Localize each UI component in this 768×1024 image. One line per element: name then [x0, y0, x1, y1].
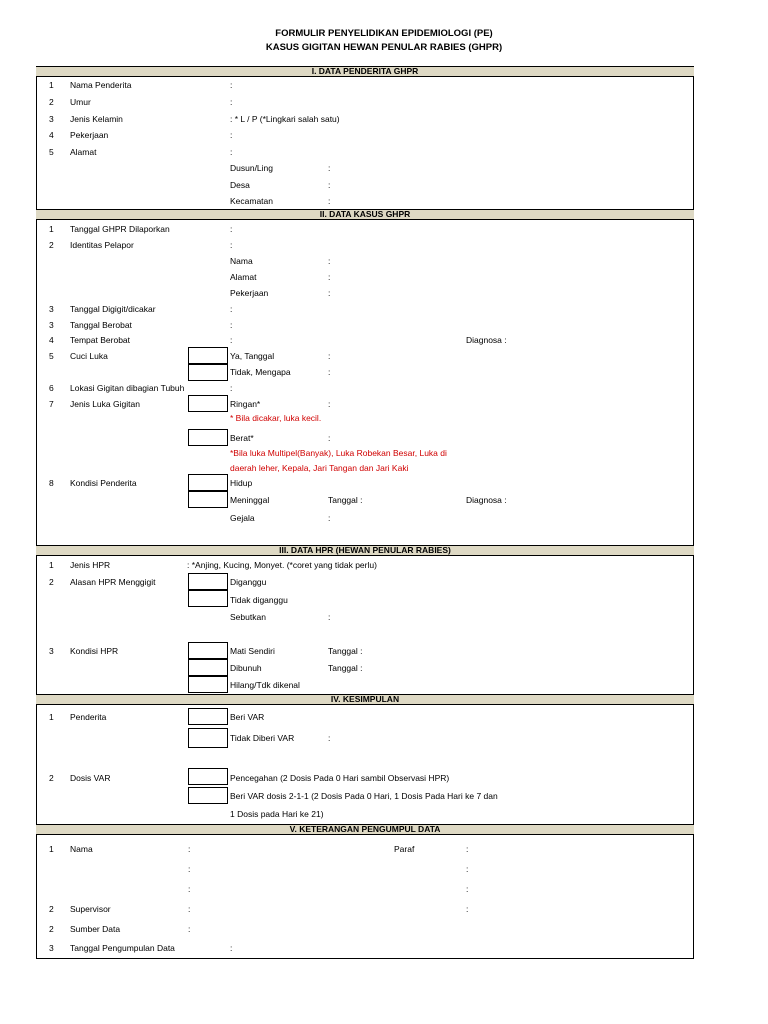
label-kondisi-penderita: Kondisi Penderita: [70, 478, 137, 488]
colon: :: [230, 383, 233, 393]
colon: :: [230, 147, 233, 157]
colon: :: [230, 304, 233, 314]
colon: :: [230, 335, 233, 345]
checkbox-pencegahan[interactable]: [188, 768, 228, 785]
label-berat: Berat*: [230, 433, 254, 443]
row-number: 1: [49, 560, 54, 570]
row-number: 4: [49, 335, 54, 345]
label-tanggal-digigit: Tanggal Digigit/dicakar: [70, 304, 156, 314]
colon: :: [328, 180, 331, 190]
label-pencegahan: Pencegahan (2 Dosis Pada 0 Hari sambil Observasi HPR): [230, 773, 450, 783]
checkbox-cuci-luka-ya[interactable]: [188, 347, 228, 364]
label-pelapor-nama: Nama: [230, 256, 253, 266]
label-hilang: Hilang/Tdk dikenal: [230, 680, 300, 690]
checkbox-tidak-diganggu[interactable]: [188, 590, 228, 607]
label-jenis-kelamin: Jenis Kelamin: [70, 114, 123, 124]
row-number: 2: [49, 97, 54, 107]
colon: :: [466, 904, 469, 914]
checkbox-dibunuh[interactable]: [188, 659, 228, 676]
jenis-hpr-options: : *Anjing, Kucing, Monyet. (*coret yang tidak perlu): [187, 560, 377, 570]
row-number: 2: [49, 773, 54, 783]
label-kondisi-hpr: Kondisi HPR: [70, 646, 119, 656]
label-hidup: Hidup: [230, 478, 253, 488]
label-meninggal: Meninggal: [230, 495, 270, 505]
colon: :: [328, 272, 331, 282]
label-jenis-luka: Jenis Luka Gigitan: [70, 399, 140, 409]
row-number: 2: [49, 577, 54, 587]
label-diagnosa-meninggal: Diagnosa :: [466, 495, 507, 505]
colon: :: [188, 924, 191, 934]
section-header-3: III. DATA HPR (HEWAN PENULAR RABIES): [36, 545, 694, 556]
checkbox-cuci-luka-tidak[interactable]: [188, 364, 228, 381]
label-beri-var: Beri VAR: [230, 712, 265, 722]
label-paraf: Paraf: [394, 844, 415, 854]
label-sumber-data: Sumber Data: [70, 924, 121, 934]
checkbox-mati-sendiri[interactable]: [188, 642, 228, 659]
label-tanggal-meninggal: Tanggal :: [328, 495, 363, 505]
colon: :: [230, 240, 233, 250]
section-header-5: V. KETERANGAN PENGUMPUL DATA: [36, 824, 694, 835]
row-number: 1: [49, 224, 54, 234]
label-lokasi-gigitan: Lokasi Gigitan dibagian Tubuh: [70, 383, 185, 393]
colon: :: [328, 288, 331, 298]
colon: :: [328, 196, 331, 206]
colon: :: [466, 864, 469, 874]
colon: :: [466, 884, 469, 894]
label-jenis-hpr: Jenis HPR: [70, 560, 111, 570]
checkbox-luka-ringan[interactable]: [188, 395, 228, 412]
label-ringan: Ringan*: [230, 399, 261, 409]
label-beri-var-211-line2: 1 Dosis pada Hari ke 21): [230, 809, 324, 819]
row-number: 1: [49, 712, 54, 722]
label-diganggu: Diganggu: [230, 577, 267, 587]
label-penderita: Penderita: [70, 712, 107, 722]
row-number: 8: [49, 478, 54, 488]
label-beri-var-211-line1: Beri VAR dosis 2-1-1 (2 Dosis Pada 0 Hari, 1 Dosis Pada Hari ke 7 dan: [230, 791, 498, 801]
colon: :: [230, 97, 233, 107]
label-diagnosa: Diagnosa :: [466, 335, 507, 345]
jenis-kelamin-options: : * L / P (*Lingkari salah satu): [230, 114, 340, 124]
label-nama-penderita: Nama Penderita: [70, 80, 132, 90]
row-number: 3: [49, 320, 54, 330]
label-dosis-var: Dosis VAR: [70, 773, 111, 783]
checkbox-luka-berat[interactable]: [188, 429, 228, 446]
label-tanggal-lapor: Tanggal GHPR Dilaporkan: [70, 224, 170, 234]
checkbox-tidak-diberi-var[interactable]: [188, 728, 228, 748]
row-number: 3: [49, 943, 54, 953]
label-tidak-mengapa: Tidak, Mengapa: [230, 367, 291, 377]
label-gejala: Gejala: [230, 513, 255, 523]
label-supervisor: Supervisor: [70, 904, 111, 914]
colon: :: [328, 433, 331, 443]
checkbox-beri-var-211[interactable]: [188, 787, 228, 804]
section-header-1: I. DATA PENDERITA GHPR: [36, 66, 694, 77]
row-number: 3: [49, 114, 54, 124]
form-title-line1: FORMULIR PENYELIDIKAN EPIDEMIOLOGI (PE): [275, 28, 493, 39]
colon: :: [328, 367, 331, 377]
colon: :: [188, 844, 191, 854]
checkbox-hilang[interactable]: [188, 676, 228, 693]
label-desa: Desa: [230, 180, 250, 190]
label-tempat-berobat: Tempat Berobat: [70, 335, 131, 345]
colon: :: [188, 864, 191, 874]
colon: :: [230, 80, 233, 90]
label-pelapor-alamat: Alamat: [230, 272, 257, 282]
row-number: 2: [49, 904, 54, 914]
note-berat-line2: daerah leher, Kepala, Jari Tangan dan Jari Kaki: [230, 463, 409, 473]
row-number: 2: [49, 924, 54, 934]
colon: :: [466, 844, 469, 854]
row-number: 5: [49, 147, 54, 157]
form-title-line2: KASUS GIGITAN HEWAN PENULAR RABIES (GHPR): [265, 42, 503, 53]
row-number: 4: [49, 130, 54, 140]
colon: :: [230, 224, 233, 234]
label-pekerjaan: Pekerjaan: [70, 130, 109, 140]
label-cuci-luka: Cuci Luka: [70, 351, 108, 361]
row-number: 3: [49, 304, 54, 314]
colon: :: [328, 513, 331, 523]
label-alamat: Alamat: [70, 147, 97, 157]
label-tanggal-pengumpulan: Tanggal Pengumpulan Data: [70, 943, 175, 953]
label-nama-pengumpul: Nama: [70, 844, 93, 854]
note-berat-line1: *Bila luka Multipel(Banyak), Luka Robekan Besar, Luka di: [230, 448, 447, 458]
label-dibunuh: Dibunuh: [230, 663, 262, 673]
label-tanggal-berobat: Tanggal Berobat: [70, 320, 132, 330]
label-tidak-diganggu: Tidak diganggu: [230, 595, 288, 605]
colon: :: [328, 163, 331, 173]
row-number: 6: [49, 383, 54, 393]
row-number: 1: [49, 844, 54, 854]
label-sebutkan: Sebutkan: [230, 612, 266, 622]
row-number: 5: [49, 351, 54, 361]
label-mati-sendiri: Mati Sendiri: [230, 646, 275, 656]
note-ringan: * Bila dicakar, luka kecil.: [230, 413, 322, 423]
label-identitas-pelapor: Identitas Pelapor: [70, 240, 134, 250]
colon: :: [328, 351, 331, 361]
label-pelapor-pekerjaan: Pekerjaan: [230, 288, 269, 298]
checkbox-beri-var[interactable]: [188, 708, 228, 725]
colon: :: [188, 884, 191, 894]
row-number: 7: [49, 399, 54, 409]
label-tidak-diberi-var: Tidak Diberi VAR: [230, 733, 295, 743]
label-ya-tanggal: Ya, Tanggal: [230, 351, 275, 361]
checkbox-diganggu[interactable]: [188, 573, 228, 590]
label-umur: Umur: [70, 97, 91, 107]
section-header-2: II. DATA KASUS GHPR: [36, 209, 694, 220]
colon: :: [230, 320, 233, 330]
colon: :: [328, 612, 331, 622]
colon: :: [230, 130, 233, 140]
colon: :: [328, 733, 331, 743]
row-number: 2: [49, 240, 54, 250]
label-alasan-hpr: Alasan HPR Menggigit: [70, 577, 156, 587]
colon: :: [188, 904, 191, 914]
colon: :: [230, 943, 233, 953]
checkbox-hidup[interactable]: [188, 474, 228, 491]
colon: :: [328, 256, 331, 266]
row-number: 1: [49, 80, 54, 90]
section-header-4: IV. KESIMPULAN: [36, 694, 694, 705]
checkbox-meninggal[interactable]: [188, 491, 228, 508]
label-tanggal-dibunuh: Tanggal :: [328, 663, 363, 673]
label-kecamatan: Kecamatan: [230, 196, 273, 206]
row-number: 3: [49, 646, 54, 656]
label-tanggal-mati: Tanggal :: [328, 646, 363, 656]
colon: :: [328, 399, 331, 409]
label-dusun: Dusun/Ling: [230, 163, 274, 173]
